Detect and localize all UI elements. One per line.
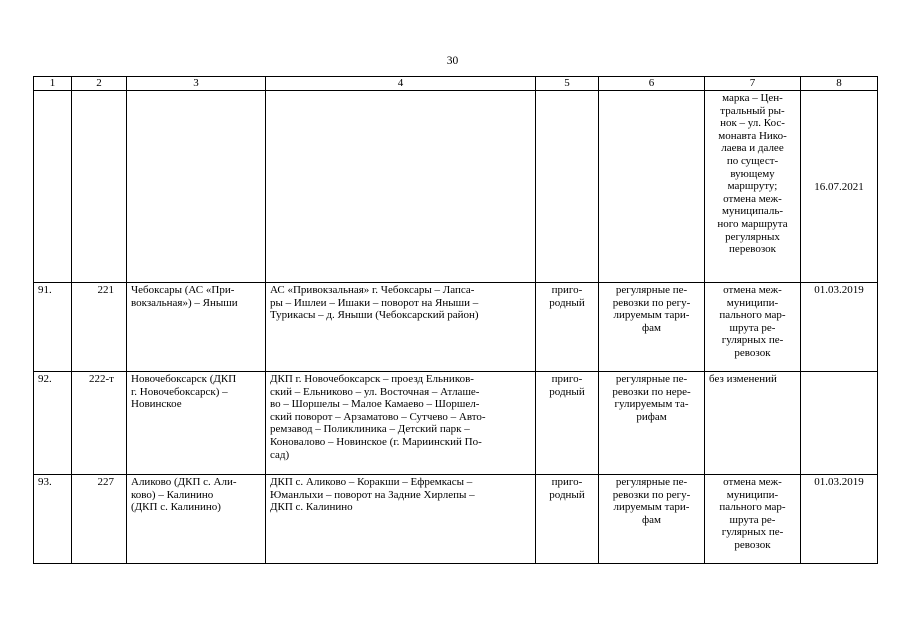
cell-stops: ДКП г. Новочебоксарск – проезд Ельников- ский – Ельниково – ул. Восточная – Атлаше- во – Шоршелы – Малое Камаево – Шоршел- ский поворот – Арзаматово – Сутчево – Авто- ремзавод – Поликлиника – Детский парк – Коновалово – Новинское (г. Мариинский По- сад) xyxy=(266,372,536,475)
cell-no: 93. xyxy=(34,475,72,564)
column-number: 1 xyxy=(34,77,72,91)
cell-change: марка – Цен- тральный ры- нок – ул. Кос- монавта Нико- лаева и далее по сущест- вующему маршруту; отмена меж- муниципаль- ного маршрута регулярных перевозок xyxy=(705,91,801,283)
cell-type: приго- родный xyxy=(536,475,599,564)
page-number: 30 xyxy=(446,55,459,67)
cell-no: 92. xyxy=(34,372,72,475)
cell-change: отмена меж- муниципи- пального мар- шрута ре- гулярных пе- ревозок xyxy=(705,283,801,372)
cell-tariff: регулярные пе- ревозки по нере- гулируемым та- рифам xyxy=(599,372,705,475)
cell-no xyxy=(34,91,72,283)
cell-route-name: Новочебоксарск (ДКП г. Новочебоксарск) – Новинское xyxy=(127,372,266,475)
cell-route-number: 222-т xyxy=(72,372,127,475)
table-row-continuation xyxy=(34,91,878,283)
cell-change: отмена меж- муниципи- пального мар- шрута ре- гулярных пе- ревозок xyxy=(705,475,801,564)
cell-no: 91. xyxy=(34,283,72,372)
cell-route-name: Аликово (ДКП с. Али- ково) – Калинино (ДКП с. Калинино) xyxy=(127,475,266,564)
cell-tariff: регулярные пе- ревозки по регу- лируемым тари- фам xyxy=(599,283,705,372)
cell-type: приго- родный xyxy=(536,283,599,372)
cell-tariff: регулярные пе- ревозки по регу- лируемым тари- фам xyxy=(599,475,705,564)
cell-route-name: Чебоксары (АС «При- вокзальная») – Яныши xyxy=(127,283,266,372)
cell-date: 01.03.2019 xyxy=(801,475,878,564)
cell-change: без изменений xyxy=(705,372,801,475)
column-number: 3 xyxy=(127,77,266,91)
column-number: 5 xyxy=(536,77,599,91)
cell-stops xyxy=(266,91,536,283)
column-number: 7 xyxy=(705,77,801,91)
cell-type xyxy=(536,91,599,283)
column-number: 8 xyxy=(801,77,878,91)
cell-route-number xyxy=(72,91,127,283)
cell-route-name xyxy=(127,91,266,283)
cell-route-number: 227 xyxy=(72,475,127,564)
cell-type: приго- родный xyxy=(536,372,599,475)
column-number-row xyxy=(34,77,878,91)
cell-date xyxy=(801,372,878,475)
cell-date: 16.07.2021 xyxy=(801,91,878,283)
table-row xyxy=(34,283,878,372)
column-number: 2 xyxy=(72,77,127,91)
cell-date: 01.03.2019 xyxy=(801,283,878,372)
column-number: 6 xyxy=(599,77,705,91)
cell-tariff xyxy=(599,91,705,283)
cell-stops: АС «Привокзальная» г. Чебоксары – Лапса- ры – Ишлеи – Ишаки – поворот на Яныши – Турикасы – д. Яныши (Чебоксарский район) xyxy=(266,283,536,372)
table-row xyxy=(34,372,878,475)
table-row xyxy=(34,475,878,564)
column-number: 4 xyxy=(266,77,536,91)
cell-route-number: 221 xyxy=(72,283,127,372)
routes-table xyxy=(33,76,878,564)
cell-stops: ДКП с. Аликово – Коракши – Ефремкасы – Юманлыхи – поворот на Задние Хирлепы – ДКП с. Калинино xyxy=(266,475,536,564)
